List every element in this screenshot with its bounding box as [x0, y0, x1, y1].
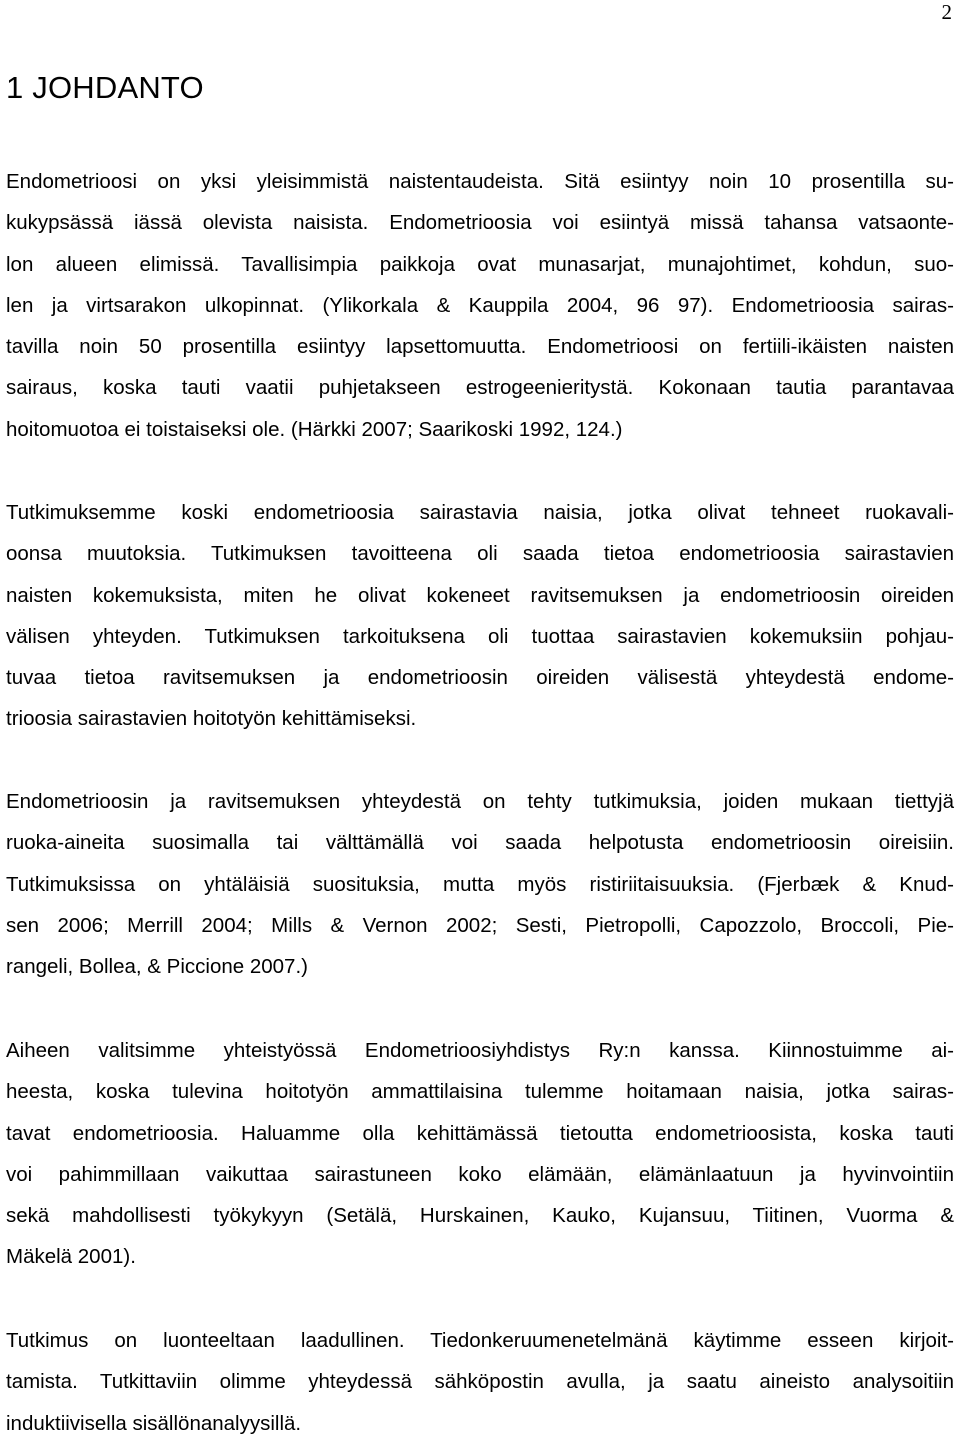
text-line: tavat endometrioosia. Haluamme olla kehittämässä tietoutta endometrioosista, koska tauti: [6, 1121, 954, 1145]
text-line: sekä mahdollisesti työkykyyn (Setälä, Hurskainen, Kauko, Kujansuu, Tiitinen, Vuorma &: [6, 1204, 954, 1228]
text-line: kukypsässä iässä olevista naisista. Endometrioosia voi esiintyä missä tahansa vatsaonte-: [6, 211, 954, 235]
chapter-heading: 1 JOHDANTO: [6, 70, 204, 105]
text-line: hoitomuotoa ei toistaiseksi ole. (Härkki 2007; Saarikoski 1992, 124.): [6, 417, 623, 441]
text-line: Endometrioosin ja ravitsemuksen yhteydestä on tehty tutkimuksia, joiden mukaan tiettyjä: [6, 790, 954, 813]
paragraph-previous-research: [6, 781, 954, 987]
text-line: oonsa muutoksia. Tutkimuksen tavoitteena oli saada tietoa endometrioosia sairastavien: [6, 542, 954, 566]
text-line: tuvaa tietoa ravitsemuksen ja endometrioosin oireiden välisestä yhteydestä endome-: [6, 666, 954, 690]
text-line: Mäkelä 2001).: [6, 1245, 136, 1269]
text-line: heesta, koska tulevina hoitotyön ammattilaisina tulemme hoitamaan naisia, jotka sairas-: [6, 1080, 954, 1104]
paragraph-topic-choice: [6, 1030, 954, 1278]
text-line: tavilla noin 50 prosentilla esiintyy lapsettomuutta. Endometrioosi on fertiili-ikäisten naisten: [6, 335, 954, 359]
text-line: Tutkimuksemme koski endometrioosia sairastavia naisia, jotka olivat tehneet ruokavali-: [6, 501, 954, 524]
text-line: naisten kokemuksista, miten he olivat kokeneet ravitsemuksen ja endometrioosin oireiden: [6, 583, 954, 607]
text-line: ruoka-aineita suosimalla tai välttämällä voi saada helpotusta endometrioosin oireisiin.: [6, 831, 954, 855]
text-line: lon alueen elimissä. Tavallisimpia paikkoja ovat munasarjat, munajohtimet, kohdun, suo-: [6, 252, 954, 276]
paragraph-method: [6, 1320, 954, 1444]
text-line: välisen yhteyden. Tutkimuksen tarkoituksena oli tuottaa sairastavien kokemuksiin pohjau-: [6, 624, 954, 648]
text-line: rangeli, Bollea, & Piccione 2007.): [6, 955, 308, 979]
text-line: Endometrioosi on yksi yleisimmistä naistentaudeista. Sitä esiintyy noin 10 prosentilla su-: [6, 170, 954, 193]
text-line: voi pahimmillaan vaikuttaa sairastuneen koko elämään, elämänlaatuun ja hyvinvointiin: [6, 1162, 954, 1186]
text-line: sairaus, koska tauti vaatii puhjetakseen estrogeenieritystä. Kokonaan tautia parantavaa: [6, 376, 954, 400]
text-line: Tutkimuksissa on yhtäläisiä suosituksia, mutta myös ristiriitaisuuksia. (Fjerbæk & Knud-: [6, 872, 954, 896]
text-line: Aiheen valitsimme yhteistyössä Endometrioosiyhdistys Ry:n kanssa. Kiinnostuimme ai-: [6, 1039, 954, 1062]
text-line: len ja virtsarakon ulkopinnat. (Ylikorkala & Kauppila 2004, 96 97). Endometrioosia sairas-: [6, 293, 954, 317]
text-line: Tutkimus on luonteeltaan laadullinen. Tiedonkeruumenetelmänä käytimme esseen kirjoit-: [6, 1329, 954, 1352]
text-line: sen 2006; Merrill 2004; Mills & Vernon 2002; Sesti, Pietropolli, Capozzolo, Broccoli, Pie-: [6, 913, 954, 937]
text-line: induktiivisella sisällönanalyysillä.: [6, 1411, 302, 1435]
page-number: 2: [941, 0, 952, 24]
paragraph-research-aim: [6, 492, 954, 740]
text-line: trioosia sairastavien hoitotyön kehittämiseksi.: [6, 707, 417, 731]
paragraph-intro: [6, 161, 954, 450]
text-line: tamista. Tutkittaviin olimme yhteydessä sähköpostin avulla, ja saatu aineisto analysoitiin: [6, 1370, 954, 1394]
